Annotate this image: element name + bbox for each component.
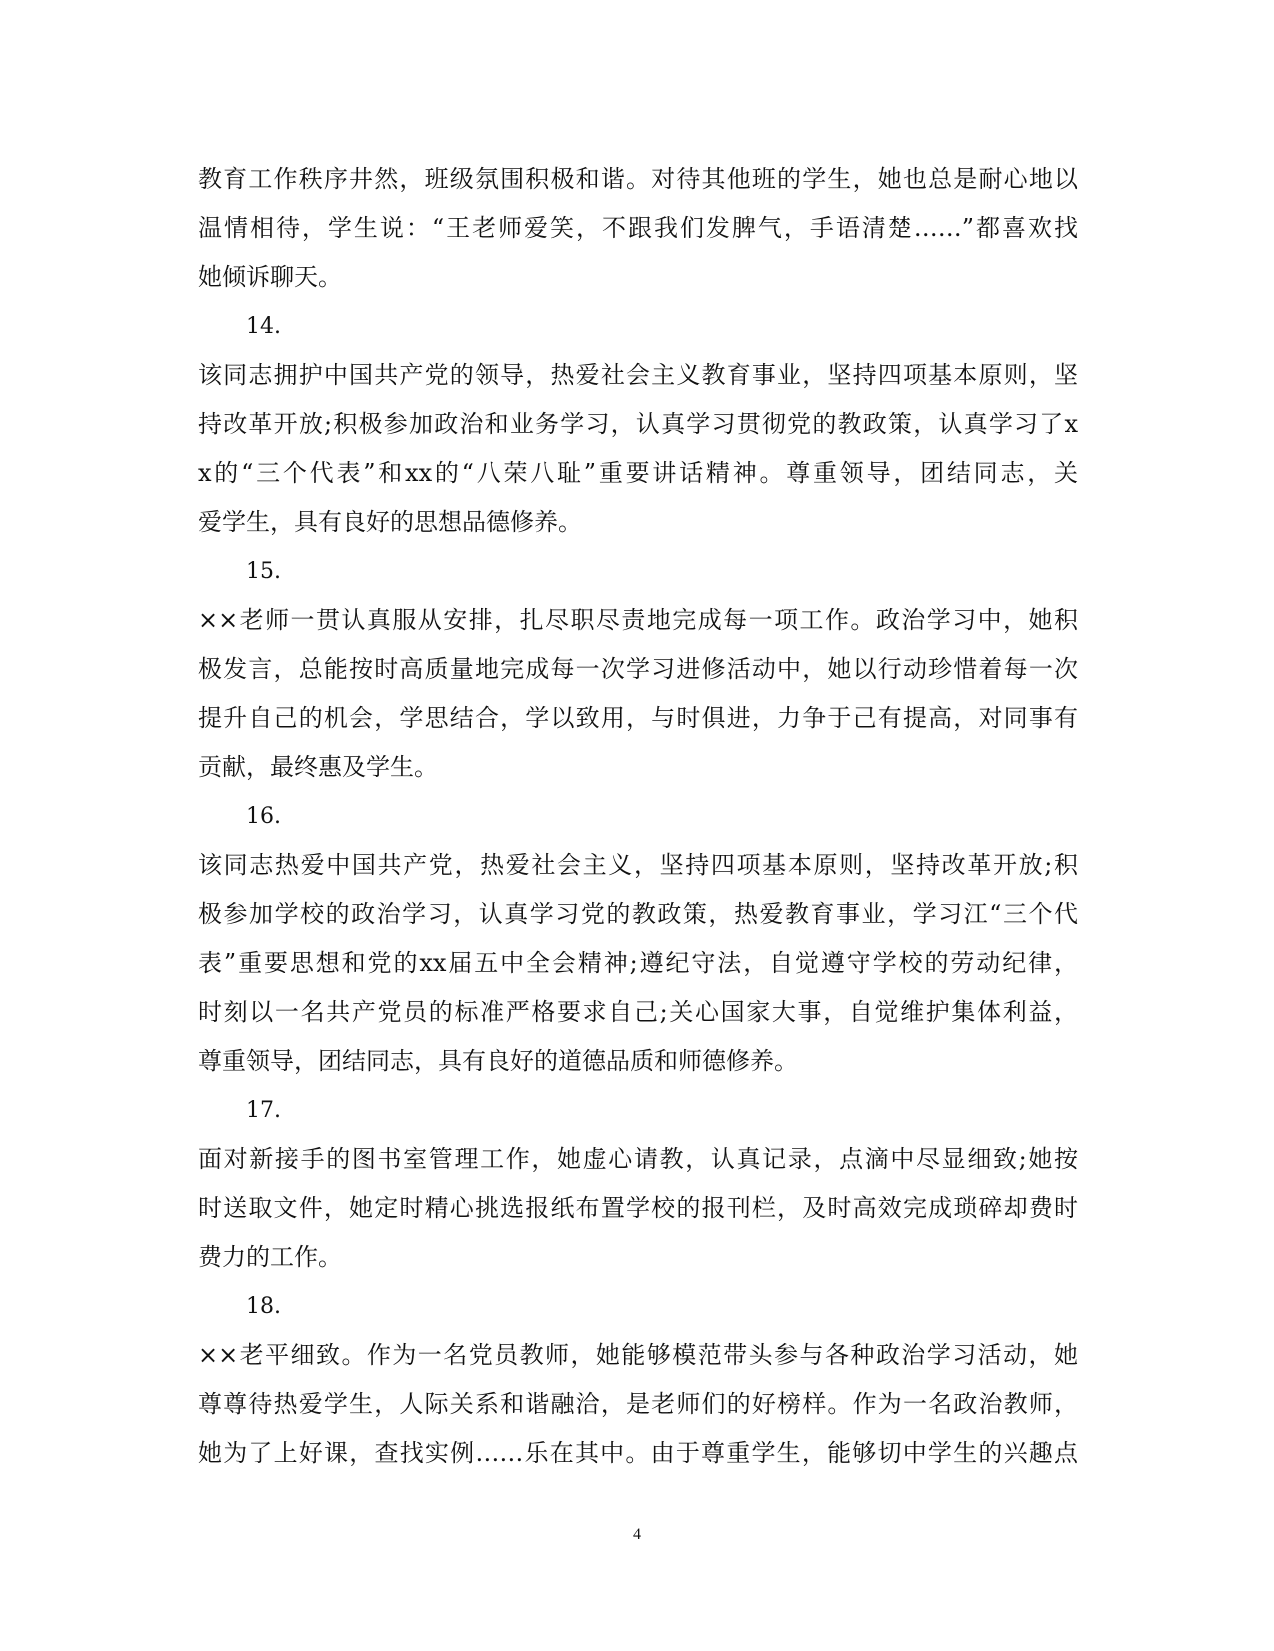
text-line: x的“三个代表”和xx的“八荣八耻”重要讲话精神。尊重领导，团结同志，关 bbox=[198, 459, 1078, 487]
item-number: 14. bbox=[246, 314, 281, 339]
paragraph-block bbox=[198, 302, 1078, 547]
text-line: 费力的工作。 bbox=[198, 1243, 342, 1271]
text-line: 尊尊待热爱学生，人际关系和谐融洽，是老师们的好榜样。作为一名政治教师， bbox=[198, 1390, 1078, 1418]
text-line: 该同志热爱中国共产党，热爱社会主义，坚持四项基本原则，坚持改革开放;积 bbox=[198, 851, 1078, 879]
text-line: 温情相待，学生说：“王老师爱笑，不跟我们发脾气，手语清楚……”都喜欢找 bbox=[198, 214, 1078, 242]
text-line: 极发言，总能按时高质量地完成每一次学习进修活动中，她以行动珍惜着每一次 bbox=[198, 655, 1078, 683]
text-line: 她倾诉聊天。 bbox=[198, 263, 342, 291]
item-number: 17. bbox=[246, 1098, 281, 1123]
document-body bbox=[198, 155, 1078, 1478]
paragraph-block bbox=[198, 1086, 1078, 1282]
item-number: 18. bbox=[246, 1294, 281, 1319]
text-line: 尊重领导，团结同志，具有良好的道德品质和师德修养。 bbox=[198, 1047, 798, 1075]
text-line: 极参加学校的政治学习，认真学习党的教政策，热爱教育事业，学习江“三个代 bbox=[198, 900, 1078, 928]
item-number: 15. bbox=[246, 559, 281, 584]
text-line: ××老平细致。作为一名党员教师，她能够模范带头参与各种政治学习活动，她 bbox=[198, 1341, 1078, 1369]
text-line: 爱学生，具有良好的思想品德修养。 bbox=[198, 508, 582, 536]
text-line: 提升自己的机会，学思结合，学以致用，与时俱进，力争于己有提高，对同事有 bbox=[198, 704, 1078, 732]
text-line: 该同志拥护中国共产党的领导，热爱社会主义教育事业，坚持四项基本原则，坚 bbox=[198, 361, 1078, 389]
text-line: 她为了上好课，查找实例……乐在其中。由于尊重学生，能够切中学生的兴趣点 bbox=[198, 1439, 1078, 1467]
text-line: 面对新接手的图书室管理工作，她虚心请教，认真记录，点滴中尽显细致;她按 bbox=[198, 1145, 1078, 1173]
text-line: 持改革开放;积极参加政治和业务学习，认真学习贯彻党的教政策，认真学习了x bbox=[198, 410, 1078, 438]
paragraph-block bbox=[198, 1282, 1078, 1478]
text-line: ××老师一贯认真服从安排，扎尽职尽责地完成每一项工作。政治学习中，她积 bbox=[198, 606, 1078, 634]
item-number: 16. bbox=[246, 804, 281, 829]
paragraph-block bbox=[198, 792, 1078, 1086]
text-line: 表”重要思想和党的xx届五中全会精神;遵纪守法，自觉遵守学校的劳动纪律， bbox=[198, 949, 1078, 977]
text-line: 贡献，最终惠及学生。 bbox=[198, 753, 438, 781]
text-line: 时刻以一名共产党员的标准严格要求自己;关心国家大事，自觉维护集体利益， bbox=[198, 998, 1078, 1026]
page-number: 4 bbox=[633, 1526, 641, 1543]
paragraph-block bbox=[198, 155, 1078, 302]
text-line: 时送取文件，她定时精心挑选报纸布置学校的报刊栏，及时高效完成琐碎却费时 bbox=[198, 1194, 1078, 1222]
text-line: 教育工作秩序井然，班级氛围积极和谐。对待其他班的学生，她也总是耐心地以 bbox=[198, 165, 1078, 193]
paragraph-block bbox=[198, 547, 1078, 792]
